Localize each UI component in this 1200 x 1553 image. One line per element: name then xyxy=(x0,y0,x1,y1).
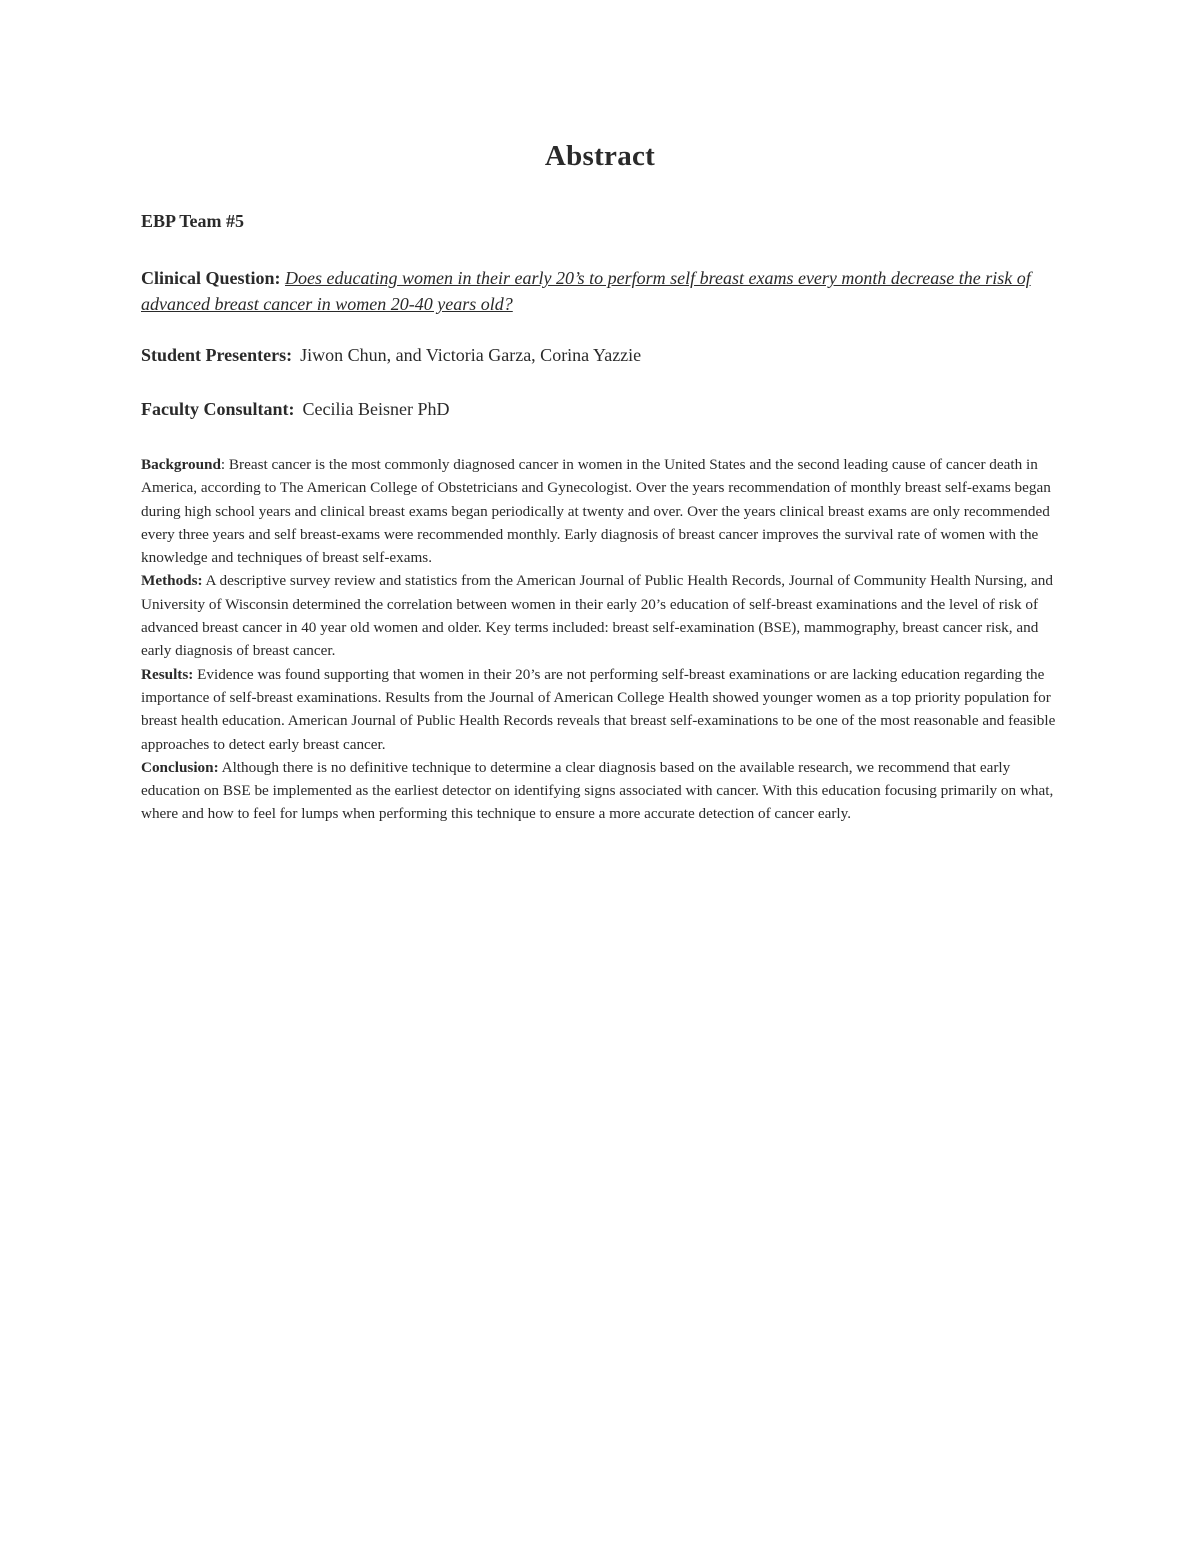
conclusion-text: Although there is no definitive technique to determine a clear diagnosis based on the available research, we recommend that early education on BSE be implemented as the earliest detector on identifying signs associated with cancer. With this education focusing primarily on what, where and how to feel for lumps when performing this technique to ensure a more accurate detection of cancer early. xyxy=(141,758,1054,823)
clinical-question-label: Clinical Question: xyxy=(141,268,281,288)
abstract-body xyxy=(141,453,1059,826)
results-text: Evidence was found supporting that women in their 20’s are not performing self-breast examinations or are lacking education regarding the importance of self-breast examinations. Results from the Journal of American College Health showed younger women as a top priority population for breast health education. American Journal of Public Health Records reveals that breast self-examinations to be one of the most reasonable and feasible approaches to detect early breast cancer. xyxy=(141,665,1056,753)
background-label: Background xyxy=(141,456,221,473)
clinical-question-text: Does educating women in their early 20’s to perform self breast exams every month decrease the risk of advanced breast cancer in women 20-40 years old? xyxy=(141,268,1031,314)
student-presenters xyxy=(141,345,641,366)
background-paragraph xyxy=(141,453,1059,569)
faculty-consultant-label: Faculty Consultant: xyxy=(141,399,295,419)
student-presenters-value: Jiwon Chun, and Victoria Garza, Corina Yazzie xyxy=(300,345,642,365)
methods-paragraph xyxy=(141,569,1059,662)
methods-text: A descriptive survey review and statistics from the American Journal of Public Health Records, Journal of Community Health Nursing, and University of Wisconsin determined the correlation between women in their early 20’s education of self-breast examinations and the level of risk of advanced breast cancer in 40 year old women and older. Key terms included: breast self-examination (BSE), mammography, breast cancer risk, and early diagnosis of breast cancer. xyxy=(141,572,1053,660)
background-text: : Breast cancer is the most commonly diagnosed cancer in women in the United States and the second leading cause of cancer death in America, according to The American College of Obstetricians and Gynecologist. Over the years recommendation of monthly breast self-exams began during high school years and clinical breast exams began periodically at twenty and over. Over the years clinical breast exams are only recommended every three years and self breast-exams were recommended monthly. Early diagnosis of breast cancer improves the survival rate of women with the knowledge and techniques of breast self-exams. xyxy=(141,456,1051,567)
student-presenters-label: Student Presenters: xyxy=(141,345,293,365)
team-heading: EBP Team #5 xyxy=(141,211,245,231)
conclusion-label: Conclusion: xyxy=(141,758,219,776)
results-label: Results: xyxy=(141,665,194,683)
faculty-consultant xyxy=(141,399,450,420)
conclusion-paragraph xyxy=(141,756,1059,826)
clinical-question xyxy=(141,265,1059,317)
faculty-consultant-value: Cecilia Beisner PhD xyxy=(302,399,450,419)
results-paragraph xyxy=(141,663,1059,756)
document-title: Abstract xyxy=(544,140,656,172)
methods-label: Methods: xyxy=(141,572,203,590)
